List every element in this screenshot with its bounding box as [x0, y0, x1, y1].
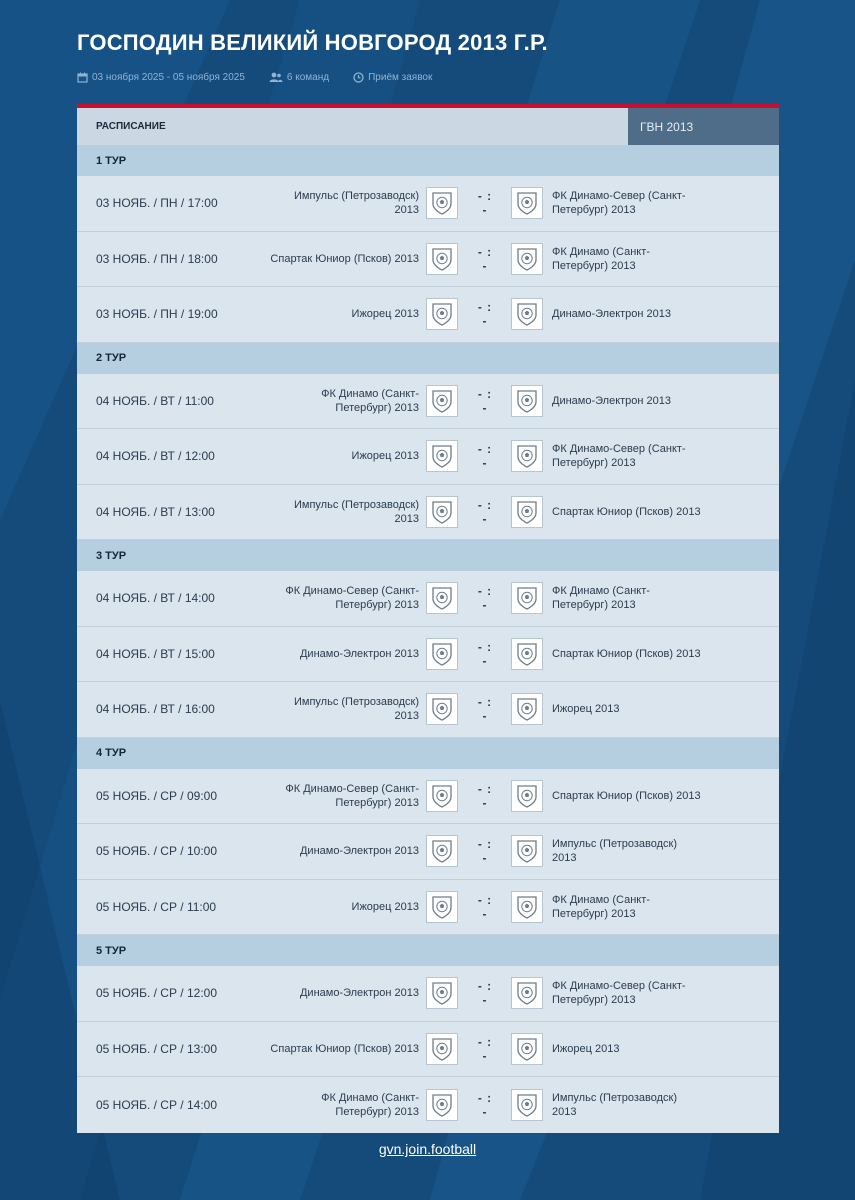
home-team-name[interactable]: ФК Динамо-Север (Санкт-Петербург) 2013	[285, 585, 419, 612]
match-row[interactable]	[77, 287, 779, 343]
match-row[interactable]	[77, 880, 779, 936]
home-team-logo-icon	[426, 780, 458, 812]
away-team-logo-icon	[511, 891, 543, 923]
home-team-logo-icon	[426, 440, 458, 472]
home-team-name[interactable]: Импульс (Петрозаводск) 2013	[293, 498, 419, 525]
home-team-logo-icon	[426, 977, 458, 1009]
match-score: - : -	[477, 300, 493, 329]
away-team-logo-icon	[511, 693, 543, 725]
match-score: - : -	[477, 781, 493, 810]
status-text: Приём заявок	[368, 72, 433, 83]
home-team-name[interactable]: Спартак Юниор (Псков) 2013	[270, 1042, 419, 1055]
home-team-logo-icon	[426, 243, 458, 275]
home-team-logo-icon	[426, 1089, 458, 1121]
match-row[interactable]	[77, 232, 779, 288]
match-date: 04 НОЯБ. / ВТ / 16:00	[96, 702, 215, 717]
match-date: 05 НОЯБ. / СР / 10:00	[96, 844, 217, 859]
teams-count-text: 6 команд	[286, 72, 330, 83]
home-team-logo-icon	[426, 582, 458, 614]
away-team-logo-icon	[511, 977, 543, 1009]
away-team-logo-icon	[511, 582, 543, 614]
tournament-meta	[77, 72, 432, 83]
round-header: 5 ТУР	[77, 935, 779, 966]
tabs-bar	[77, 108, 779, 145]
round-header: 3 ТУР	[77, 540, 779, 571]
away-team-logo-icon	[511, 780, 543, 812]
match-row[interactable]	[77, 769, 779, 825]
match-score: - : -	[477, 1034, 493, 1063]
home-team-logo-icon	[426, 187, 458, 219]
status-info	[353, 72, 432, 83]
footer	[0, 1141, 855, 1159]
match-date: 03 НОЯБ. / ПН / 19:00	[96, 307, 218, 322]
clock-icon	[353, 72, 364, 83]
away-team-logo-icon	[511, 187, 543, 219]
schedule-card	[77, 104, 779, 1128]
rounds-list	[77, 145, 779, 1133]
match-row[interactable]	[77, 374, 779, 430]
away-team-logo-icon	[511, 385, 543, 417]
home-team-logo-icon	[426, 693, 458, 725]
users-icon	[269, 72, 283, 83]
away-team-logo-icon	[511, 243, 543, 275]
away-team-name[interactable]: ФК Динамо-Север (Санкт-Петербург) 2013	[552, 190, 686, 217]
home-team-name[interactable]: Ижорец 2013	[351, 450, 419, 463]
home-team-name[interactable]: Динамо-Электрон 2013	[299, 647, 419, 660]
away-team-name[interactable]: Спартак Юниор (Псков) 2013	[552, 789, 701, 802]
away-team-logo-icon	[511, 496, 543, 528]
home-team-name[interactable]: Импульс (Петрозаводск) 2013	[293, 190, 419, 217]
round-header: 1 ТУР	[77, 145, 779, 176]
home-team-logo-icon	[426, 385, 458, 417]
away-team-name[interactable]: Импульс (Петрозаводск) 2013	[552, 1091, 678, 1118]
away-team-logo-icon	[511, 298, 543, 330]
home-team-name[interactable]: ФК Динамо-Север (Санкт-Петербург) 2013	[285, 782, 419, 809]
match-score: - : -	[477, 497, 493, 526]
match-score: - : -	[477, 584, 493, 613]
match-score: - : -	[477, 837, 493, 866]
away-team-name[interactable]: ФК Динамо (Санкт-Петербург) 2013	[552, 893, 650, 920]
match-date: 05 НОЯБ. / СР / 12:00	[96, 986, 217, 1001]
match-date: 03 НОЯБ. / ПН / 18:00	[96, 251, 218, 266]
match-score: - : -	[477, 1090, 493, 1119]
match-score: - : -	[477, 189, 493, 218]
match-date: 03 НОЯБ. / ПН / 17:00	[96, 196, 218, 211]
match-date: 04 НОЯБ. / ВТ / 11:00	[96, 393, 214, 408]
home-team-logo-icon	[426, 638, 458, 670]
away-team-name[interactable]: Ижорец 2013	[552, 703, 620, 716]
away-team-logo-icon	[511, 1033, 543, 1065]
calendar-icon	[77, 72, 88, 83]
home-team-name[interactable]: Ижорец 2013	[351, 308, 419, 321]
away-team-name[interactable]: ФК Динамо-Север (Санкт-Петербург) 2013	[552, 443, 686, 470]
match-row[interactable]	[77, 1022, 779, 1078]
dates-info	[77, 72, 245, 83]
tab-group[interactable]: ГВН 2013	[628, 108, 779, 145]
match-score: - : -	[477, 386, 493, 415]
home-team-name[interactable]: ФК Динамо (Санкт-Петербург) 2013	[321, 1091, 419, 1118]
match-row[interactable]	[77, 627, 779, 683]
round-header: 2 ТУР	[77, 343, 779, 374]
home-team-logo-icon	[426, 1033, 458, 1065]
home-team-name[interactable]: Ижорец 2013	[351, 900, 419, 913]
round-header: 4 ТУР	[77, 738, 779, 769]
match-row[interactable]	[77, 485, 779, 541]
away-team-name[interactable]: Ижорец 2013	[552, 1042, 620, 1055]
match-score: - : -	[477, 639, 493, 668]
match-row[interactable]	[77, 824, 779, 880]
match-date: 04 НОЯБ. / ВТ / 14:00	[96, 591, 215, 606]
match-score: - : -	[477, 979, 493, 1008]
match-row[interactable]	[77, 429, 779, 485]
home-team-logo-icon	[426, 496, 458, 528]
home-team-logo-icon	[426, 298, 458, 330]
home-team-logo-icon	[426, 891, 458, 923]
match-date: 05 НОЯБ. / СР / 11:00	[96, 899, 217, 914]
match-row[interactable]	[77, 176, 779, 232]
match-date: 05 НОЯБ. / СР / 13:00	[96, 1041, 217, 1056]
match-row[interactable]	[77, 1077, 779, 1133]
match-row[interactable]	[77, 966, 779, 1022]
page-title: ГОСПОДИН ВЕЛИКИЙ НОВГОРОД 2013 Г.Р.	[77, 30, 548, 55]
away-team-logo-icon	[511, 638, 543, 670]
site-link[interactable]: gvn.join.football	[378, 1141, 477, 1157]
away-team-logo-icon	[511, 440, 543, 472]
match-score: - : -	[477, 442, 493, 471]
away-team-name[interactable]: Импульс (Петрозаводск) 2013	[552, 838, 678, 865]
away-team-name[interactable]: Спартак Юниор (Псков) 2013	[552, 647, 701, 660]
match-date: 04 НОЯБ. / ВТ / 13:00	[96, 504, 215, 519]
match-date: 05 НОЯБ. / СР / 09:00	[96, 788, 217, 803]
dates-text: 03 ноября 2025 - 05 ноября 2025	[92, 72, 245, 83]
teams-info	[269, 72, 329, 83]
away-team-name[interactable]: ФК Динамо (Санкт-Петербург) 2013	[552, 585, 650, 612]
home-team-name[interactable]: Динамо-Электрон 2013	[299, 845, 419, 858]
match-row[interactable]	[77, 682, 779, 738]
away-team-name[interactable]: Спартак Юниор (Псков) 2013	[552, 505, 701, 518]
match-score: - : -	[477, 244, 493, 273]
away-team-name[interactable]: ФК Динамо-Север (Санкт-Петербург) 2013	[552, 980, 686, 1007]
match-score: - : -	[477, 892, 493, 921]
home-team-name[interactable]: ФК Динамо (Санкт-Петербург) 2013	[321, 387, 419, 414]
away-team-name[interactable]: Динамо-Электрон 2013	[552, 394, 672, 407]
match-score: - : -	[477, 695, 493, 724]
match-date: 05 НОЯБ. / СР / 14:00	[96, 1097, 217, 1112]
match-date: 04 НОЯБ. / ВТ / 12:00	[96, 449, 215, 464]
match-row[interactable]	[77, 571, 779, 627]
home-team-name[interactable]: Спартак Юниор (Псков) 2013	[270, 252, 419, 265]
match-date: 04 НОЯБ. / ВТ / 15:00	[96, 646, 215, 661]
tab-schedule[interactable]: РАСПИСАНИЕ	[77, 108, 628, 145]
away-team-name[interactable]: Динамо-Электрон 2013	[552, 308, 672, 321]
away-team-logo-icon	[511, 1089, 543, 1121]
away-team-logo-icon	[511, 835, 543, 867]
home-team-name[interactable]: Импульс (Петрозаводск) 2013	[293, 696, 419, 723]
away-team-name[interactable]: ФК Динамо (Санкт-Петербург) 2013	[552, 245, 650, 272]
home-team-name[interactable]: Динамо-Электрон 2013	[299, 987, 419, 1000]
home-team-logo-icon	[426, 835, 458, 867]
